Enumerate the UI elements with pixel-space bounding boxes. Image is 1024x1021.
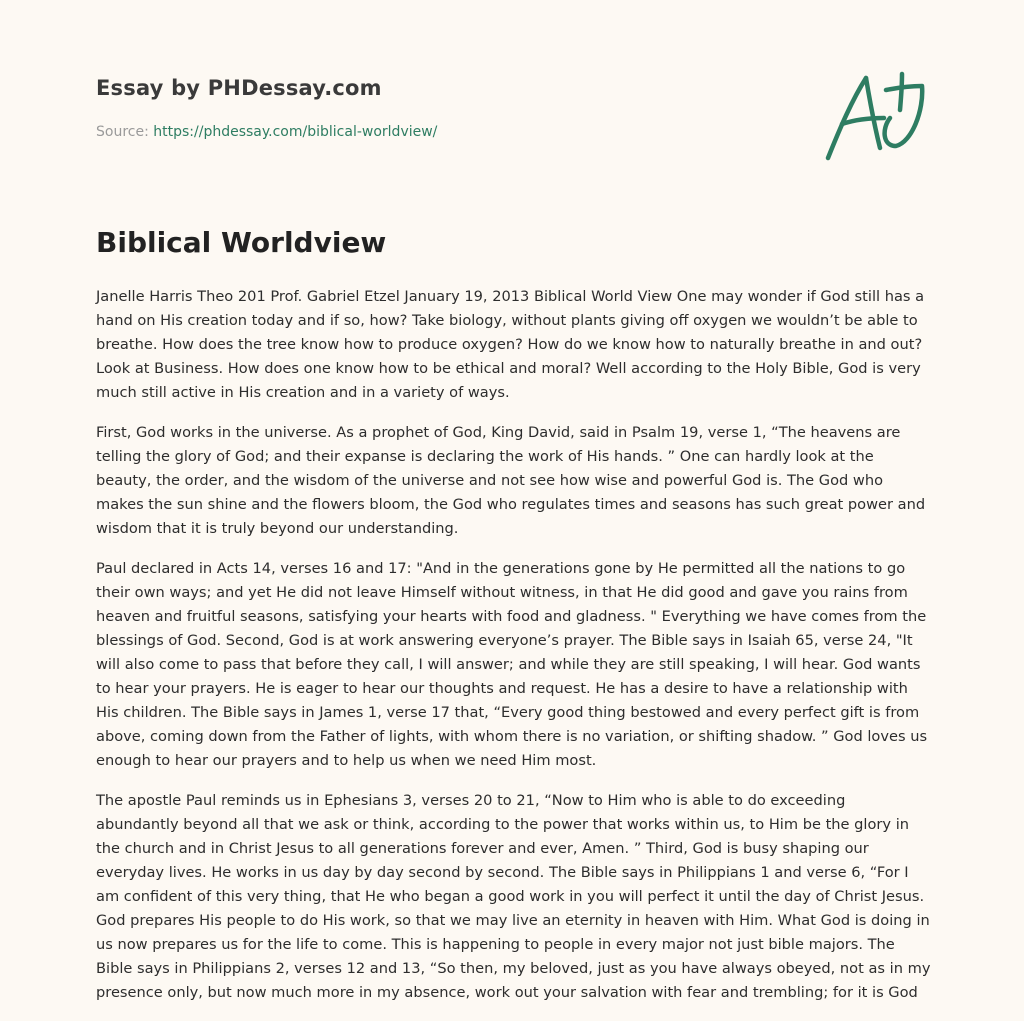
site-title: Essay by PHDessay.com <box>96 76 382 100</box>
essay-paragraph: Paul declared in Acts 14, verses 16 and 17: "And in the generations gone by He permitted all the nations to go their own ways; and yet He did not leave Himself without witness, in that He did good and gave you rains from heaven and fruitful seasons, satisfying your hearts with food and gladness. " Everything we have comes from the blessings of God. Second, God is at work answering everyone’s prayer. The Bible says in Isaiah 65, verse 24, "It will also come to pass that before they call, I will answer; and while they are still speaking, I will hear. God wants to hear your prayers. He is eager to hear our thoughts and request. He has a desire to have a relationship with His children. The Bible says in James 1, verse 17 that, “Every good thing bestowed and every perfect gift is from above, coming down from the Father of lights, with whom there is no variation, or shifting shadow. ” God loves us enough to hear our prayers and to help us when we need Him most. <box>96 560 928 769</box>
source-line <box>96 124 437 140</box>
a-plus-grade-icon <box>820 66 930 166</box>
essay-paragraph: Janelle Harris Theo 201 Prof. Gabriel Etzel January 19, 2013 Biblical World View One may wonder if God still has a hand on His creation today and if so, how? Take biology, without plants giving off oxygen we wouldn’t be able to breathe. How does the tree know how to produce oxygen? How do we know how to naturally breathe in and out? Look at Business. How does one know how to be ethical and moral? Well according to the Holy Bible, God is very much still active in His creation and in a variety of ways. <box>96 288 925 401</box>
essay-body <box>96 285 932 1021</box>
page-title: Biblical Worldview <box>96 226 387 259</box>
essay-paragraph: The apostle Paul reminds us in Ephesians 3, verses 20 to 21, “Now to Him who is able to do exceeding abundantly beyond all that we ask or think, according to the power that works within us, to Him be the glory in the church and in Christ Jesus to all generations forever and ever, Amen. ” Third, God is busy shaping our everyday lives. He works in us day by day second by second. The Bible says in Philippians 1 and verse 6, “For I am confident of this very thing, that He who began a good work in you will perfect it until the day of Christ Jesus. God prepares His people to do His work, so that we may live an eternity in heaven with Him. What God is doing in us now prepares us for the life to come. This is happening to people in every major not just bible majors. The Bible says in Philippians 2, verses 12 and 13, “So then, my beloved, just as you have always obeyed, not as in my presence only, but now much more in my absence, work out your salvation with fear and trembling; for it is God <box>96 792 931 1001</box>
essay-paragraph: First, God works in the universe. As a prophet of God, King David, said in Psalm 19, verse 1, “The heavens are telling the glory of God; and their expanse is declaring the work of His hands. ” One can hardly look at the beauty, the order, and the wisdom of the universe and not see how wise and powerful God is. The God who makes the sun shine and the flowers bloom, the God who regulates times and seasons has such great power and wisdom that it is truly beyond our understanding. <box>96 424 926 537</box>
source-link[interactable]: https://phdessay.com/biblical-worldview/ <box>153 124 438 140</box>
source-label: Source: <box>96 124 154 140</box>
